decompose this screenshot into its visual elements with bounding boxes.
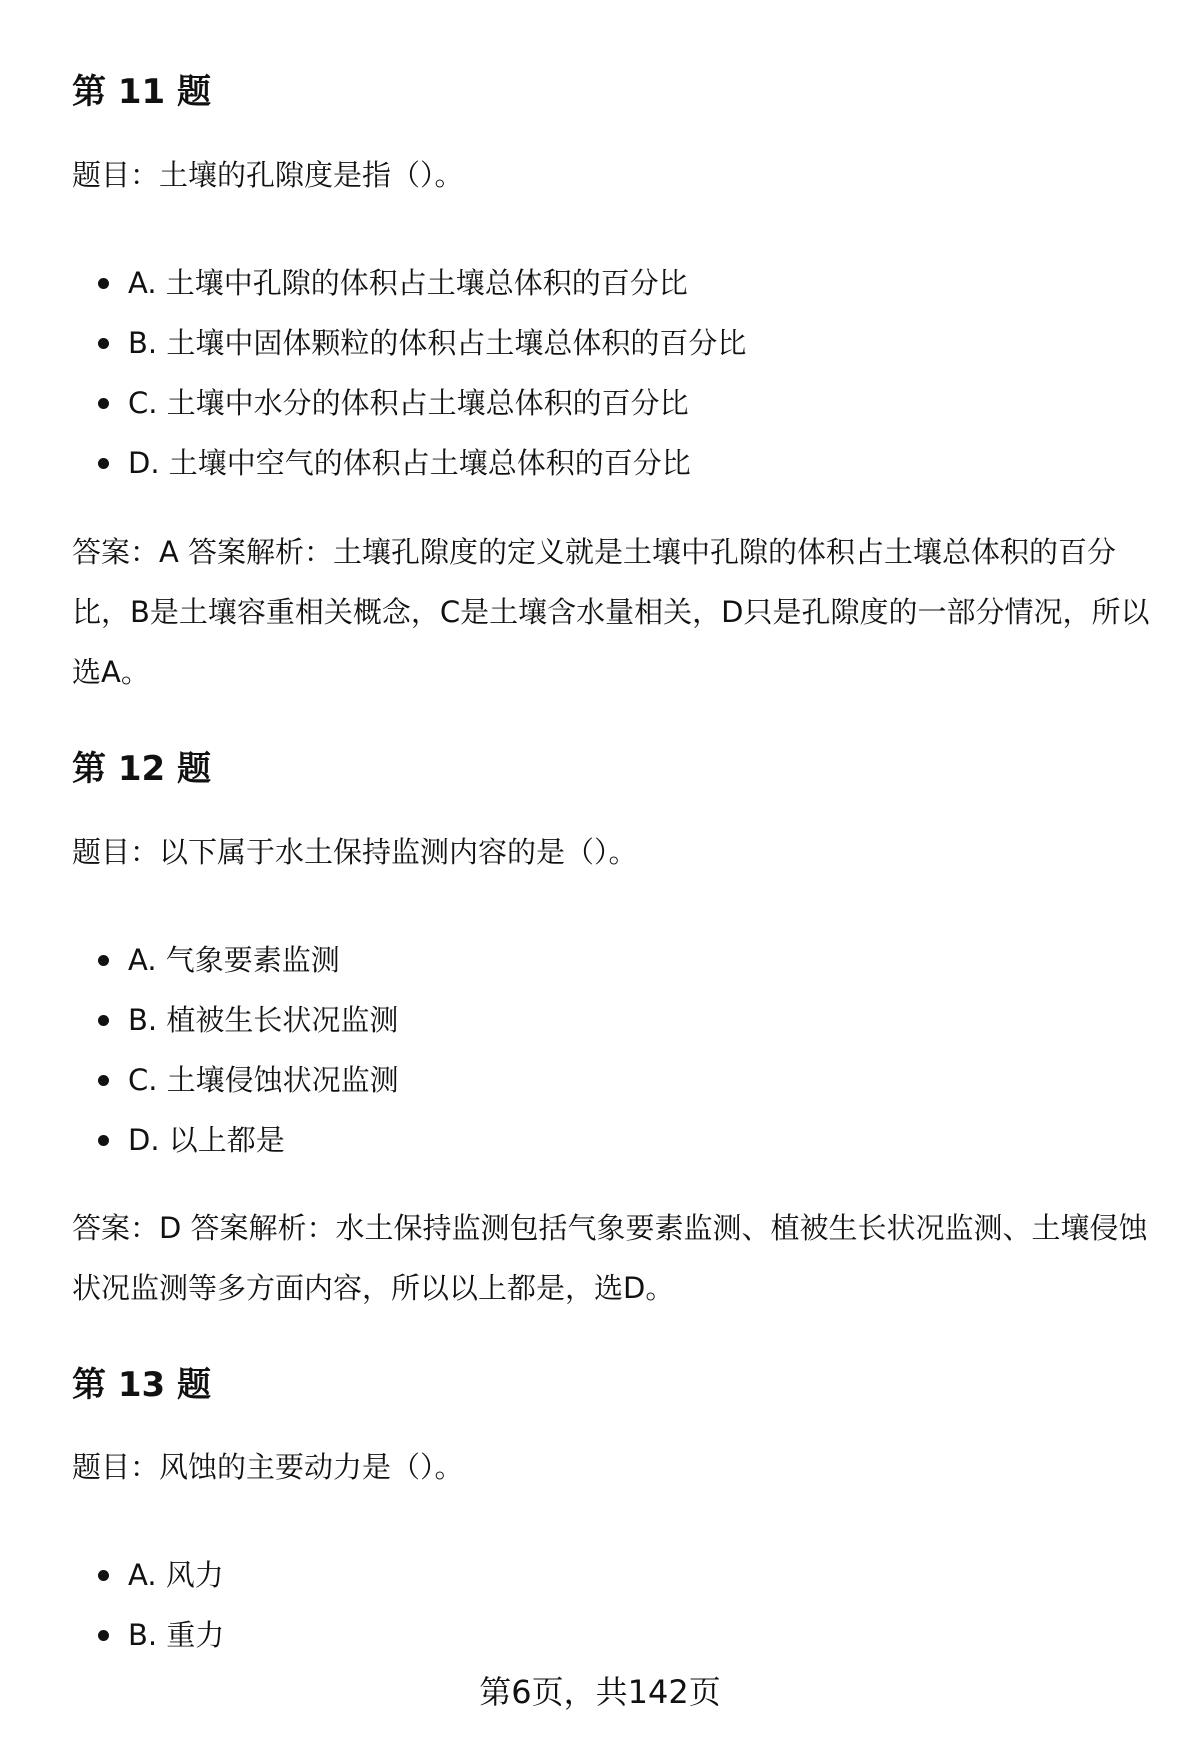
- option-item: [72, 433, 746, 493]
- option-text: A. 土壤中孔隙的体积占土壤总体积的百分比: [128, 266, 688, 300]
- options-list: [72, 1545, 224, 1665]
- option-text: A. 气象要素监测: [128, 943, 340, 977]
- page-footer: 第6页，共142页: [479, 1673, 721, 1711]
- bullet-icon: [98, 1075, 109, 1086]
- bullet-icon: [98, 338, 109, 349]
- options-list: [72, 253, 746, 493]
- question-heading: 第 13 题: [72, 1365, 211, 1405]
- option-item: [72, 1050, 399, 1110]
- option-text: D. 以上都是: [128, 1123, 285, 1157]
- option-text: A. 风力: [128, 1558, 224, 1592]
- option-item: [72, 373, 746, 433]
- option-item: [72, 1545, 224, 1605]
- option-text: B. 植被生长状况监测: [128, 1003, 399, 1037]
- question-prompt: 题目：土壤的孔隙度是指（）。: [72, 158, 464, 192]
- bullet-icon: [98, 1630, 109, 1641]
- bullet-icon: [98, 955, 109, 966]
- option-item: [72, 1605, 224, 1665]
- bullet-icon: [98, 458, 109, 469]
- question-prompt: 题目：以下属于水土保持监测内容的是（）。: [72, 835, 638, 869]
- option-text: C. 土壤侵蚀状况监测: [128, 1063, 399, 1097]
- option-text: B. 土壤中固体颗粒的体积占土壤总体积的百分比: [128, 326, 747, 360]
- option-item: [72, 930, 399, 990]
- bullet-icon: [98, 1015, 109, 1026]
- answer-explanation: 答案：D 答案解析：水土保持监测包括气象要素监测、植被生长状况监测、土壤侵蚀状况监测等多方面内容，所以以上都是，选D。: [72, 1211, 1148, 1305]
- option-item: [72, 990, 399, 1050]
- option-item: [72, 313, 746, 373]
- answer-explanation: 答案：A 答案解析：土壤孔隙度的定义就是土壤中孔隙的体积占土壤总体积的百分比，B是土壤容重相关概念，C是土壤含水量相关，D只是孔隙度的一部分情况，所以选A。: [72, 535, 1150, 689]
- question-prompt: 题目：风蚀的主要动力是（）。: [72, 1450, 464, 1484]
- option-item: [72, 253, 746, 313]
- question-heading: 第 12 题: [72, 749, 211, 789]
- question-heading: 第 11 题: [72, 72, 211, 112]
- bullet-icon: [98, 278, 109, 289]
- bullet-icon: [98, 1570, 109, 1581]
- option-text: B. 重力: [128, 1618, 225, 1652]
- bullet-icon: [98, 398, 109, 409]
- option-text: C. 土壤中水分的体积占土壤总体积的百分比: [128, 386, 689, 420]
- option-text: D. 土壤中空气的体积占土壤总体积的百分比: [128, 446, 691, 480]
- option-item: [72, 1110, 399, 1170]
- bullet-icon: [98, 1135, 109, 1146]
- options-list: [72, 930, 399, 1170]
